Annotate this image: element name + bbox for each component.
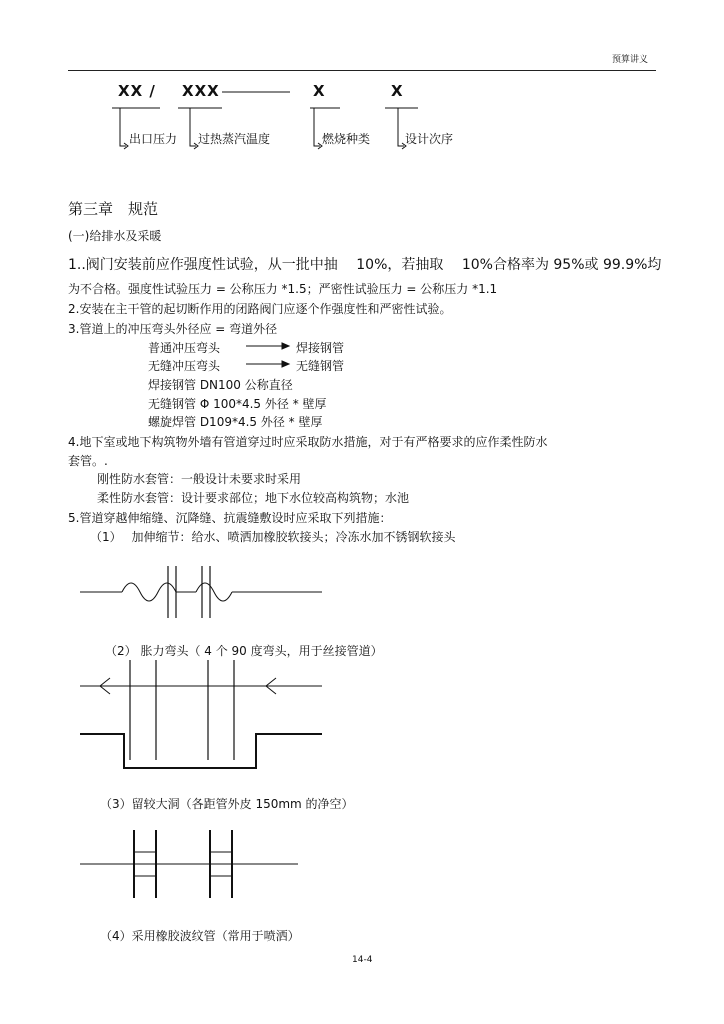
map-to-2: 无缝钢管: [296, 359, 345, 373]
header-title: 预算讲义: [612, 55, 649, 65]
measure-3: （3）留较大洞（各距管外皮 150mm 的净空）: [100, 797, 354, 811]
note-2: 无缝钢管 Φ 100*4.5 外径 * 壁厚: [148, 397, 327, 411]
note-3: 螺旋焊管 D109*4.5 外径 * 壁厚: [148, 415, 323, 429]
page-number: 14-4: [352, 955, 373, 965]
section-title: (一)给排水及采暖: [68, 229, 162, 243]
code-temperature: XXX: [182, 82, 220, 100]
item5: 5.管道穿越伸缩缝、沉降缝、抗震缝敷设时应采取下列措施：: [68, 511, 392, 525]
item4-line2: 套管。.: [68, 454, 108, 468]
label-outlet-pressure: 出口压力: [129, 132, 178, 146]
item4-sub1: 刚性防水套管：一般设计未要求时采用: [97, 472, 302, 486]
item4-line1: 4.地下室或地下构筑物外墙有管道穿过时应采取防水措施，对于有严格要求的应作柔性防水: [68, 435, 548, 449]
item1-line1: 1..阀门安装前应作强度性试验，从一批中抽 10%，若抽取 10%合格率为 95%或 99.9%均: [68, 257, 662, 273]
item1-line2: 为不合格。强度性试验压力 = 公称压力 *1.5；严密性试验压力 = 公称压力 *1.1: [68, 282, 498, 296]
item2: 2.安装在主干管的起切断作用的闭路阀门应逐个作强度性和严密性试验。: [68, 302, 452, 316]
item3: 3.管道上的冲压弯头外径应 = 弯道外径: [68, 322, 278, 336]
measure-4: （4）采用橡胶波纹管（常用于喷洒）: [100, 929, 300, 943]
map-to-1: 焊接钢管: [296, 341, 345, 355]
measure-2: （2） 胀力弯头（ 4 个 90 度弯头，用于丝接管道）: [105, 644, 383, 658]
label-fuel-type: 燃烧种类: [322, 132, 371, 146]
measure-1: （1） 加伸缩节：给水、喷洒加橡胶软接头；冷冻水加不锈钢软接头: [90, 530, 456, 544]
code-fuel: X: [313, 82, 326, 100]
chapter-title: 第三章 规范: [68, 200, 159, 218]
map-from-1: 普通冲压弯头: [148, 341, 221, 355]
code-sequence: X: [391, 82, 404, 100]
map-from-2: 无缝冲压弯头: [148, 359, 221, 373]
note-1: 焊接钢管 DN100 公称直径: [148, 378, 293, 392]
item4-sub2: 柔性防水套管：设计要求部位；地下水位较高构筑物；水池: [97, 491, 410, 505]
label-design-sequence: 设计次序: [405, 132, 454, 146]
code-pressure: XX /: [118, 82, 156, 100]
label-steam-temperature: 过热蒸汽温度: [198, 132, 271, 146]
